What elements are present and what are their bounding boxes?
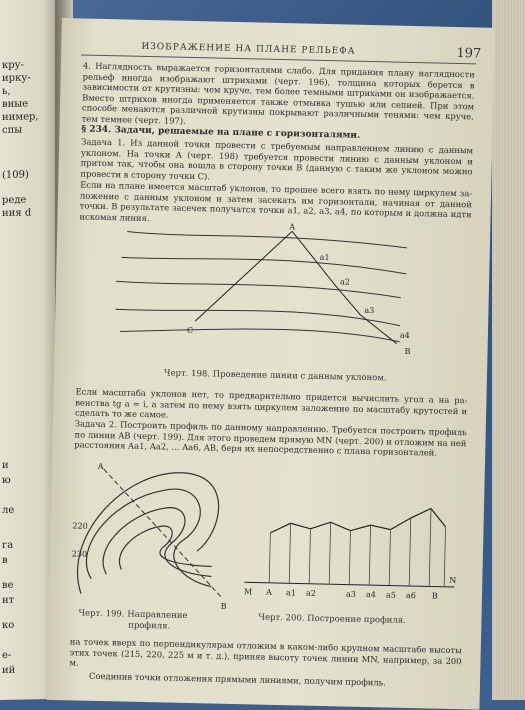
caption-199-line1: Черт. 199. Направление — [78, 608, 188, 621]
label-A: A — [265, 587, 272, 597]
left-text: ий — [2, 664, 16, 676]
left-text: вные — [2, 98, 29, 110]
page-edges — [492, 0, 525, 700]
label-a6: a6 — [405, 590, 416, 601]
running-head-text: ИЗОБРАЖЕНИЕ НА ПЛАНЕ РЕЛЬЕФА — [141, 41, 356, 57]
figure-199 — [71, 458, 244, 612]
contour-line — [115, 305, 400, 326]
figure-200 — [244, 492, 461, 607]
left-text: реде — [2, 194, 27, 206]
label-a1: a1 — [285, 588, 296, 598]
contour-line — [127, 232, 407, 248]
caption-200: Черт. 200. Построение профиля. — [258, 612, 406, 626]
contour-line — [116, 281, 401, 297]
label-a4: a4 — [399, 330, 410, 340]
section-heading: § 234. Задачи, решаемые на плане с горизонталями. — [81, 124, 361, 141]
left-text: спы — [2, 124, 23, 136]
left-text: ве — [2, 579, 14, 591]
label-B: B — [220, 601, 227, 611]
left-text: ирку- — [2, 72, 31, 84]
left-text: ле — [2, 504, 15, 516]
caption-199-line2: профиля. — [128, 620, 171, 632]
label-B: B — [431, 591, 438, 601]
label-a3: a3 — [345, 589, 356, 599]
figure-198 — [114, 219, 417, 356]
left-text: нимер, — [2, 111, 39, 123]
slope-line-left — [195, 229, 292, 323]
left-text: ко — [2, 619, 15, 631]
label-a1: a1 — [319, 252, 330, 263]
left-text: (109) — [2, 169, 29, 181]
left-text: в — [2, 554, 8, 566]
page-number: 197 — [456, 45, 482, 62]
left-text: кру- — [2, 59, 24, 71]
label-230: 230 — [71, 549, 88, 559]
paragraph-4: Если масштаба уклонов нет, то предварительно придется вычислить угол a на равенства tg a = i, а затем по нему взять циркулем заложение по масштабу крутостей и сделать то же самое. — [74, 386, 468, 420]
perpendiculars — [269, 505, 446, 587]
left-text: га — [2, 539, 14, 551]
label-a5: a5 — [385, 590, 396, 600]
label-a3: a3 — [364, 305, 375, 316]
label-B: B — [404, 346, 411, 356]
paragraph-7: Соединив точки отложения прямыми линиями, получим профиль. — [88, 670, 387, 688]
left-text: ь, — [2, 85, 11, 97]
left-text: ю — [2, 474, 11, 486]
paragraph-2: Задача 1. Из данной точки провести с требуемым направлением линию с данным уклоном. На точки A (черт. 198) требуется провести линию с данным уклоном и притом так, чтобы она вошла в сторону точки B (данную с таким же уклоном можно провести в сторону точки C). — [80, 136, 474, 182]
right-page — [47, 18, 495, 710]
caption-198: Черт. 198. Проведение линии с данным уклоном. — [163, 368, 387, 384]
left-text: ния d — [2, 207, 32, 219]
contour-line — [121, 256, 406, 273]
label-A: A — [97, 461, 104, 472]
profile-curve — [270, 505, 446, 537]
paragraph-6: на точек вверх по перпендикулярам отложим в каком-либо крупном масштабе высоты этих точек (215, 220, 225 м и т. д.), приняв высоту точек линии MN, например, за 200 м. — [69, 636, 462, 668]
paragraph-5: Задача 2. Построить профиль по данному направлению. Требуется построить профиль по линии AB (черт. 199). Для этого проведем прямую MN (черт. 200) и отложим на ней расстояния Aa1, Aa2, ... Aa6, AB, беря их непосредственно с плана горизонталей. — [74, 418, 467, 458]
label-M: M — [243, 587, 253, 597]
profile-direction-line — [101, 469, 224, 597]
label-a2: a2 — [339, 277, 351, 287]
label-220: 220 — [72, 521, 88, 531]
label-a2: a2 — [305, 588, 316, 598]
label-a4: a4 — [365, 590, 376, 600]
contour-line — [119, 525, 212, 572]
contour-line — [120, 326, 400, 342]
paragraph-1: 4. Наглядность выражается горизонталями слабо. Для придания плану наглядности рельеф иногда изображают штрихами (черт. 196), толщина которых берется в зависимости от крутизны: чем круче, тем более темными штрихами он изображается. Вместо штрихов иногда применяется также отмывка тушью или сепией. При этом способе менаются различной крутизны покрывают различными тенями: чем круче, тем темнее (черт. 197). — [81, 60, 475, 126]
paragraph-3: Если на плане имеется масштаб уклонов, то прошее всего взять по нему циркулем заложение с данным уклоном и затем засекать им горизонтали, начиная от данной точки. В результате засечек получатся точки a1, a2, a3, a4, по которым и должна идти искомая линия. — [79, 179, 473, 223]
label-A: A — [289, 222, 296, 232]
left-text: е- — [2, 649, 12, 661]
contour-line — [77, 470, 219, 596]
left-text: нт — [2, 594, 15, 606]
left-text: и — [2, 459, 9, 471]
label-N: N — [449, 575, 457, 586]
label-C: C — [186, 325, 194, 336]
